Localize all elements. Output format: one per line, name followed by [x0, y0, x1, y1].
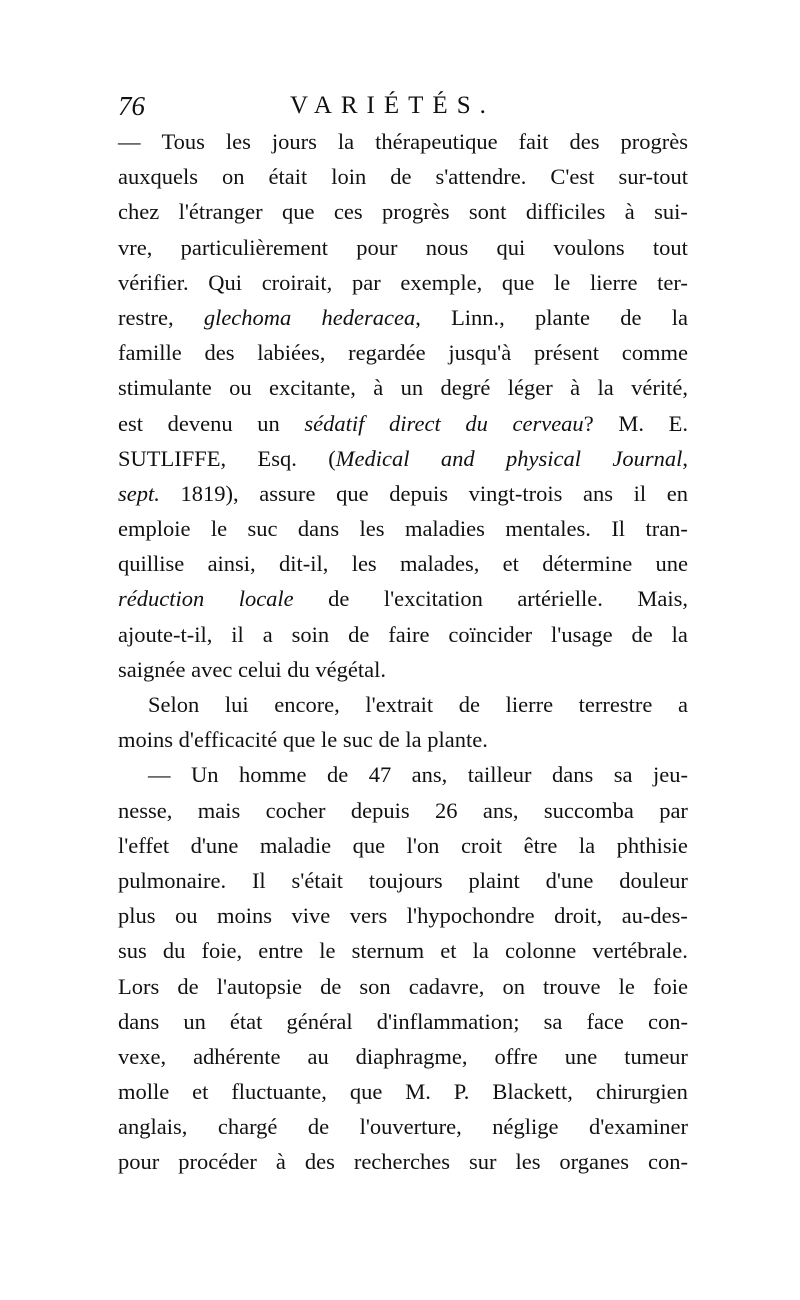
word: la: [472, 938, 489, 964]
word: sa: [543, 1008, 563, 1034]
word: M.: [405, 1079, 431, 1105]
word: stimulante: [118, 375, 212, 401]
word: ou: [175, 903, 198, 929]
text-line: [118, 793, 688, 828]
word: succomba: [543, 797, 634, 823]
word: soin: [291, 621, 330, 647]
word: et: [440, 938, 457, 964]
word: à: [373, 375, 384, 401]
text-line: [118, 511, 688, 546]
word: de: [631, 621, 653, 647]
word: Selon: [148, 692, 200, 717]
word: ans,: [411, 762, 448, 788]
word: tailleur: [467, 762, 532, 788]
text-line: [118, 441, 688, 476]
word: coïncider: [448, 621, 533, 647]
text-line: [118, 617, 688, 652]
word: un: [183, 1008, 206, 1034]
word: plus: [118, 903, 156, 929]
word: de: [378, 727, 400, 753]
word: du: [162, 938, 186, 964]
word: plante: [535, 304, 591, 330]
word: ou: [229, 375, 252, 401]
word: d'efficacité: [178, 727, 278, 753]
word: Journal,: [612, 445, 688, 471]
word: toujours: [368, 867, 443, 893]
word: Tous: [161, 129, 205, 154]
word: Qui: [208, 269, 243, 295]
word: dans: [297, 516, 340, 542]
word: pour: [118, 1149, 160, 1175]
word: la: [337, 129, 355, 154]
word: l'étranger: [178, 199, 263, 225]
word: mentales.: [505, 516, 591, 542]
word: l'effet: [118, 832, 170, 858]
word: le: [618, 973, 635, 999]
word: colonne: [504, 938, 577, 964]
word: progrès: [620, 129, 688, 154]
word: sus: [118, 938, 147, 964]
word: que: [352, 832, 386, 858]
word: Esq.: [257, 445, 297, 471]
word: saignée: [118, 656, 186, 682]
word: végétal.: [315, 656, 387, 682]
text-line: [118, 828, 688, 863]
word: a: [262, 621, 273, 647]
word: à: [275, 1149, 286, 1175]
word: au-des-: [621, 903, 688, 929]
word: suc: [342, 727, 373, 753]
word: croit: [460, 832, 503, 858]
word: fluctuante,: [231, 1079, 327, 1105]
word: une: [564, 1043, 598, 1069]
word: voulons: [553, 234, 625, 260]
word: C'est: [550, 164, 595, 190]
word: glechoma: [203, 304, 292, 330]
word: le: [320, 727, 338, 753]
text-line: [118, 1039, 688, 1074]
text-line: [118, 406, 688, 441]
word: de: [328, 586, 350, 612]
word: douleur: [619, 867, 688, 893]
word: lierre: [505, 692, 554, 717]
text-line: [118, 546, 688, 581]
word: adhérente: [193, 1043, 281, 1069]
word: tran-: [645, 516, 688, 542]
word: et: [192, 1079, 209, 1105]
word: des: [204, 340, 235, 366]
word: que: [349, 1079, 383, 1105]
word: avec: [191, 656, 233, 682]
word: d'une: [190, 832, 239, 858]
word: moins: [217, 903, 273, 929]
text-line: [118, 722, 688, 757]
word: par: [659, 797, 688, 823]
word: les: [359, 516, 385, 542]
word: un: [257, 410, 280, 436]
word: SUTLIFFE,: [118, 445, 227, 471]
word: —: [118, 129, 141, 154]
word: restre,: [118, 304, 174, 330]
word: emploie: [118, 516, 191, 542]
word: M.: [618, 410, 644, 436]
word: sur: [468, 1149, 497, 1175]
text-line: [118, 1109, 688, 1144]
word: labiées,: [257, 340, 326, 366]
word: que: [282, 727, 316, 753]
text-line: [118, 159, 688, 194]
word: particulièrement: [180, 234, 329, 260]
word: la: [671, 621, 688, 647]
word: faire: [388, 621, 430, 647]
word: vers: [349, 903, 388, 929]
word: de: [458, 692, 481, 717]
word: détermine: [542, 551, 633, 577]
word: jeu-: [652, 762, 688, 788]
word: s'attendre.: [435, 164, 527, 190]
word: ter-: [657, 269, 688, 295]
word: est: [118, 410, 143, 436]
word: croirait,: [261, 269, 333, 295]
running-title: VARIÉTÉS.: [290, 92, 495, 119]
word: regardée: [348, 340, 426, 366]
word: artérielle.: [517, 586, 603, 612]
word: l'extrait: [365, 692, 434, 717]
word: exemple,: [400, 269, 483, 295]
word: tumeur: [624, 1043, 688, 1069]
word: des: [304, 1149, 335, 1175]
word: encore,: [274, 692, 340, 717]
word: terrestre: [578, 692, 653, 717]
word: chargé: [217, 1114, 278, 1140]
word: fait: [518, 129, 549, 154]
word: vre,: [118, 234, 153, 260]
word: cerveau?: [512, 410, 594, 436]
page-header: [118, 88, 688, 124]
word: vexe,: [118, 1043, 167, 1069]
word: le: [210, 516, 228, 542]
word: dans: [552, 762, 594, 788]
word: sa: [613, 762, 633, 788]
text-line: [118, 265, 688, 300]
word: maladies: [404, 516, 485, 542]
text-line: [118, 969, 688, 1004]
word: celui: [237, 656, 282, 682]
word: direct: [389, 410, 441, 436]
word: l'ouverture,: [359, 1114, 462, 1140]
word: jusqu'à: [448, 340, 512, 366]
word: Linn.,: [451, 304, 505, 330]
word: difficiles: [525, 199, 606, 225]
word: l'autopsie: [216, 973, 302, 999]
word: procéder: [178, 1149, 257, 1175]
word: ainsi,: [207, 551, 256, 577]
word: cadavre,: [408, 973, 485, 999]
word: on: [502, 973, 525, 999]
word: à: [570, 375, 581, 401]
word: sédatif: [304, 410, 365, 436]
text-line: [118, 335, 688, 370]
word: l'usage: [551, 621, 613, 647]
word: de: [307, 1114, 330, 1140]
word: une: [655, 551, 688, 577]
book-page: [118, 88, 688, 1180]
word: de: [320, 973, 342, 999]
word: thérapeutique: [375, 129, 498, 154]
word: d'une: [545, 867, 594, 893]
word: foie,: [201, 938, 243, 964]
word: entre: [258, 938, 304, 964]
word: chez: [118, 199, 160, 225]
word: d'inflammation;: [376, 1008, 520, 1034]
word: phthisie: [616, 832, 688, 858]
word: vertébrale.: [592, 938, 688, 964]
word: s'était: [291, 867, 344, 893]
word: la: [405, 727, 422, 753]
word: il: [633, 480, 647, 506]
word: recherches: [353, 1149, 451, 1175]
word: son: [359, 973, 391, 999]
word: jours: [271, 129, 317, 154]
word: (Medical: [328, 445, 410, 471]
word: et: [502, 551, 519, 577]
word: homme: [238, 762, 307, 788]
word: excitante,: [269, 375, 356, 401]
word: sternum: [351, 938, 425, 964]
text-line: [118, 652, 688, 687]
word: Blackett,: [492, 1079, 573, 1105]
word: —: [148, 762, 171, 788]
word: vérité,: [631, 375, 688, 401]
word: on: [221, 164, 245, 190]
word: les: [515, 1149, 541, 1175]
word: 1819),: [180, 480, 239, 506]
word: moins: [118, 727, 174, 753]
word: malades,: [400, 551, 480, 577]
word: le: [554, 269, 571, 295]
word: lui: [224, 692, 249, 717]
word: tout: [652, 234, 688, 260]
word: la: [671, 304, 688, 330]
word: ces: [333, 199, 363, 225]
word: vive: [291, 903, 331, 929]
text-line: [118, 370, 688, 405]
word: loin: [331, 164, 367, 190]
word: vérifier.: [118, 269, 189, 295]
body-text: [118, 124, 688, 1180]
word: ans: [582, 480, 613, 506]
word: auxquels: [118, 164, 198, 190]
word: l'hypochondre: [406, 903, 535, 929]
word: Il: [251, 867, 266, 893]
word: progrès: [382, 199, 450, 225]
word: dit-il,: [279, 551, 329, 577]
text-line: [118, 933, 688, 968]
text-line: [118, 230, 688, 265]
word: être: [523, 832, 558, 858]
word: vingt-trois: [468, 480, 563, 506]
text-line: [118, 124, 688, 159]
text-line: [118, 863, 688, 898]
word: sept.: [118, 480, 160, 506]
word: par: [351, 269, 381, 295]
text-line: [118, 194, 688, 229]
word: était: [268, 164, 308, 190]
word: Mais,: [637, 586, 688, 612]
page-number: 76: [118, 91, 145, 121]
word: pour: [356, 234, 398, 260]
word: suc: [247, 516, 278, 542]
word: chirurgien: [595, 1079, 688, 1105]
word: que: [282, 199, 315, 225]
word: lierre: [589, 269, 638, 295]
word: droit,: [554, 903, 603, 929]
word: depuis: [350, 797, 410, 823]
word: de: [620, 304, 642, 330]
text-line: [118, 1144, 688, 1179]
word: trouve: [543, 973, 601, 999]
word: 47: [368, 762, 392, 788]
word: offre: [494, 1043, 538, 1069]
word: anglais,: [118, 1114, 188, 1140]
word: molle: [118, 1079, 170, 1105]
word: de: [390, 164, 412, 190]
text-line: [118, 476, 688, 511]
word: depuis: [389, 480, 448, 506]
word: général: [286, 1008, 353, 1034]
word: la: [597, 375, 614, 401]
word: présent: [533, 340, 599, 366]
word: qui: [496, 234, 526, 260]
word: la: [578, 832, 596, 858]
word: con-: [647, 1149, 688, 1175]
word: devenu: [167, 410, 233, 436]
word: des: [569, 129, 600, 154]
word: plaint: [468, 867, 520, 893]
word: Il: [611, 516, 626, 542]
word: du: [287, 656, 310, 682]
word: foie: [652, 973, 688, 999]
text-line: [118, 1004, 688, 1039]
text-line: [118, 1074, 688, 1109]
word: en: [666, 480, 688, 506]
word: E.: [668, 410, 688, 436]
word: and: [440, 445, 475, 471]
word: sur-tout: [618, 164, 688, 190]
word: réduction: [118, 586, 205, 612]
word: sui-: [654, 199, 688, 225]
word: con-: [647, 1008, 688, 1034]
word: que: [501, 269, 535, 295]
word: que: [336, 480, 369, 506]
word: mais: [197, 797, 241, 823]
word: au: [307, 1043, 329, 1069]
word: léger: [507, 375, 553, 401]
word: dans: [118, 1008, 160, 1034]
word: cocher: [265, 797, 326, 823]
word: plante.: [427, 727, 488, 753]
word: comme: [621, 340, 688, 366]
word: un: [400, 375, 424, 401]
word: face: [586, 1008, 624, 1034]
text-line: [118, 898, 688, 933]
word: ajoute-t-il,: [118, 621, 213, 647]
word: 26: [435, 797, 458, 823]
word: P.: [453, 1079, 470, 1105]
word: pulmonaire.: [118, 867, 227, 893]
word: les: [225, 129, 251, 154]
word: nous: [425, 234, 469, 260]
word: a: [677, 692, 688, 717]
word: sont: [468, 199, 507, 225]
word: de: [348, 621, 370, 647]
text-line: [118, 300, 688, 335]
word: degré: [440, 375, 491, 401]
word: de: [177, 973, 199, 999]
word: assure: [259, 480, 316, 506]
word: locale: [238, 586, 294, 612]
word: état: [229, 1008, 263, 1034]
text-line: [118, 581, 688, 616]
word: diaphragme,: [355, 1043, 468, 1069]
word: Un: [190, 762, 219, 788]
word: du: [465, 410, 488, 436]
word: hederacea,: [321, 304, 421, 330]
word: l'excitation: [383, 586, 483, 612]
word: famille: [118, 340, 182, 366]
word: les: [351, 551, 377, 577]
word: à: [624, 199, 635, 225]
word: Lors: [118, 973, 160, 999]
text-line: [118, 757, 688, 792]
word: il: [231, 621, 244, 647]
word: le: [319, 938, 336, 964]
word: physical: [505, 445, 581, 471]
word: ans,: [482, 797, 519, 823]
word: organes: [559, 1149, 629, 1175]
word: de: [326, 762, 349, 788]
word: maladie: [259, 832, 332, 858]
text-line: [118, 687, 688, 722]
word: d'examiner: [588, 1114, 688, 1140]
word: quillise: [118, 551, 185, 577]
word: néglige: [492, 1114, 559, 1140]
word: nesse,: [118, 797, 173, 823]
word: l'on: [406, 832, 440, 858]
